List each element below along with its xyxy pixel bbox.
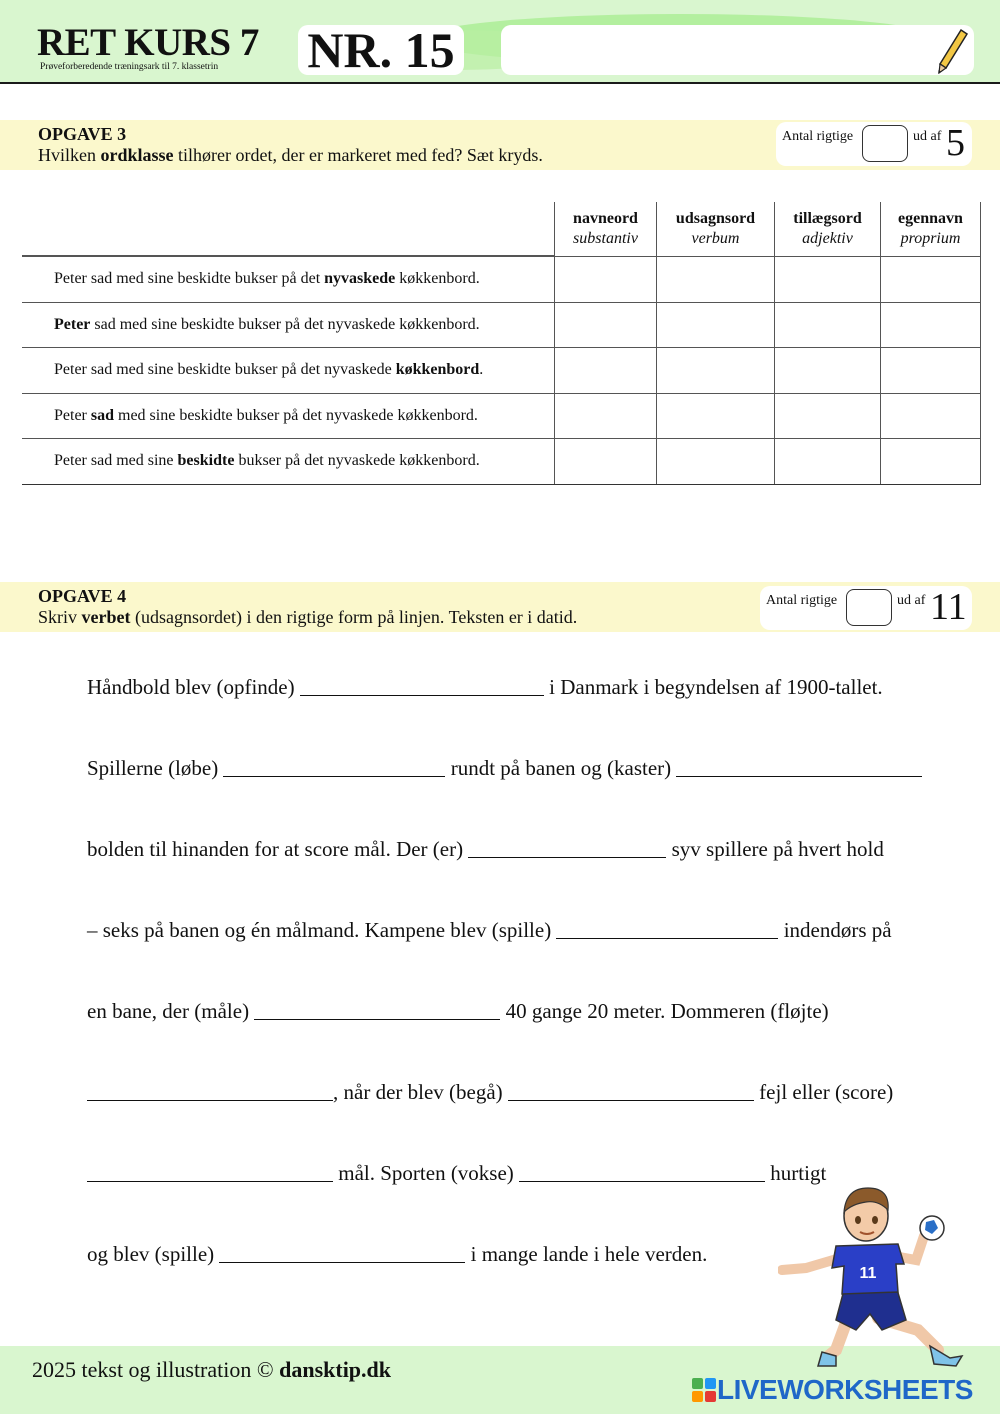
- pencil-icon: [936, 28, 970, 74]
- text-line: bolden til hinanden for at score mål. Der (er) syv spillere på hvert hold: [87, 837, 884, 861]
- word-class-table: [22, 202, 981, 485]
- checkbox-cell[interactable]: [775, 393, 881, 439]
- checkbox-cell[interactable]: [555, 393, 657, 439]
- score-label: Antal rigtige: [782, 129, 854, 144]
- table-row: [22, 257, 981, 303]
- text-line: Spillerne (løbe) rundt på banen og (kaster): [87, 755, 922, 781]
- sentence: Peter sad med sine beskidte bukser på det nyvaskede køkkenbord.: [22, 302, 555, 348]
- answer-blank[interactable]: [254, 1000, 500, 1020]
- answer-blank[interactable]: [219, 1243, 465, 1263]
- brand-subtitle: Prøveforberedende træningsark til 7. klassetrin: [40, 62, 219, 72]
- checkbox-cell[interactable]: [657, 302, 775, 348]
- task3-title: OPGAVE 3: [38, 124, 127, 144]
- score-label: Antal rigtige: [766, 593, 838, 608]
- column-header: udsagnsord verbum: [657, 202, 775, 257]
- column-header: tillægsord adjektiv: [775, 202, 881, 257]
- task3-score-input[interactable]: [862, 125, 908, 162]
- checkbox-cell[interactable]: [657, 439, 775, 485]
- answer-blank[interactable]: [676, 757, 922, 777]
- table-corner: [22, 202, 554, 256]
- checkbox-cell[interactable]: [555, 257, 657, 303]
- checkbox-cell[interactable]: [555, 348, 657, 394]
- checkbox-cell[interactable]: [775, 439, 881, 485]
- answer-blank[interactable]: [300, 676, 544, 696]
- answer-blank[interactable]: [556, 919, 778, 939]
- text-line: mål. Sporten (vokse) hurtigt: [87, 1160, 826, 1186]
- score-total: 5: [946, 122, 965, 164]
- checkbox-cell[interactable]: [657, 348, 775, 394]
- copyright: 2025 tekst og illustration © dansktip.dk: [32, 1357, 392, 1382]
- checkbox-cell[interactable]: [657, 257, 775, 303]
- answer-blank[interactable]: [223, 757, 445, 777]
- text-line: , når der blev (begå) fejl eller (score): [87, 1079, 893, 1105]
- task4-instruction: Skriv verbet (udsagnsordet) i den rigtige form på linjen. Teksten er i datid.: [38, 607, 578, 627]
- page-header: [0, 0, 1000, 84]
- checkbox-cell[interactable]: [881, 348, 981, 394]
- liveworksheets-icon: [692, 1378, 716, 1402]
- text-line: – seks på banen og én målmand. Kampene blev (spille) indendørs på: [87, 918, 892, 942]
- task3-header: [0, 120, 1000, 170]
- column-header: egennavn proprium: [881, 202, 981, 257]
- task3-score: [776, 122, 972, 166]
- task4-score-input[interactable]: [846, 589, 892, 626]
- score-out-of: ud af: [897, 593, 926, 608]
- sentence: Peter sad med sine beskidte bukser på det nyvaskede køkkenbord.: [22, 439, 555, 485]
- task4-title: OPGAVE 4: [38, 586, 127, 606]
- jersey-number: 11: [859, 1265, 877, 1282]
- task3-instruction: Hvilken ordklasse tilhører ordet, der er markeret med fed? Sæt kryds.: [38, 145, 543, 165]
- sentence: Peter sad med sine beskidte bukser på det nyvaskede køkkenbord.: [22, 348, 555, 394]
- table-row: [22, 439, 981, 485]
- checkbox-cell[interactable]: [881, 302, 981, 348]
- answer-blank[interactable]: [87, 1081, 333, 1101]
- answer-blank[interactable]: [87, 1162, 333, 1182]
- table-row: [22, 348, 981, 394]
- score-total: 11: [930, 586, 967, 628]
- answer-blank[interactable]: [468, 838, 666, 858]
- answer-blank[interactable]: [508, 1081, 754, 1101]
- table-row: [22, 393, 981, 439]
- checkbox-cell[interactable]: [775, 348, 881, 394]
- checkbox-cell[interactable]: [881, 439, 981, 485]
- checkbox-cell[interactable]: [555, 439, 657, 485]
- sheet-number: NR. 15: [298, 25, 464, 75]
- score-out-of: ud af: [913, 129, 942, 144]
- text-line: Håndbold blev (opfinde) i Danmark i begyndelsen af 1900-tallet.: [87, 675, 883, 699]
- answer-blank[interactable]: [519, 1162, 765, 1182]
- handball-player-illustration: [778, 1180, 978, 1380]
- checkbox-cell[interactable]: [775, 257, 881, 303]
- liveworksheets-text: LIVEWORKSHEETS: [717, 1374, 973, 1405]
- task4-header: [0, 582, 1000, 632]
- table-row: [22, 302, 981, 348]
- checkbox-cell[interactable]: [881, 257, 981, 303]
- sentence: Peter sad med sine beskidte bukser på det nyvaskede køkkenbord.: [22, 257, 555, 303]
- sentence: Peter sad med sine beskidte bukser på det nyvaskede køkkenbord.: [22, 393, 555, 439]
- checkbox-cell[interactable]: [555, 302, 657, 348]
- text-line: og blev (spille) i mange lande i hele verden.: [87, 1242, 708, 1266]
- task4-score: [760, 586, 972, 630]
- name-field[interactable]: [501, 25, 974, 75]
- checkbox-cell[interactable]: [775, 302, 881, 348]
- text-line: en bane, der (måle) 40 gange 20 meter. Dommeren (fløjte): [87, 999, 829, 1023]
- brand-title: RET KURS 7: [37, 21, 259, 64]
- checkbox-cell[interactable]: [657, 393, 775, 439]
- column-header: navneord substantiv: [555, 202, 657, 257]
- checkbox-cell[interactable]: [881, 393, 981, 439]
